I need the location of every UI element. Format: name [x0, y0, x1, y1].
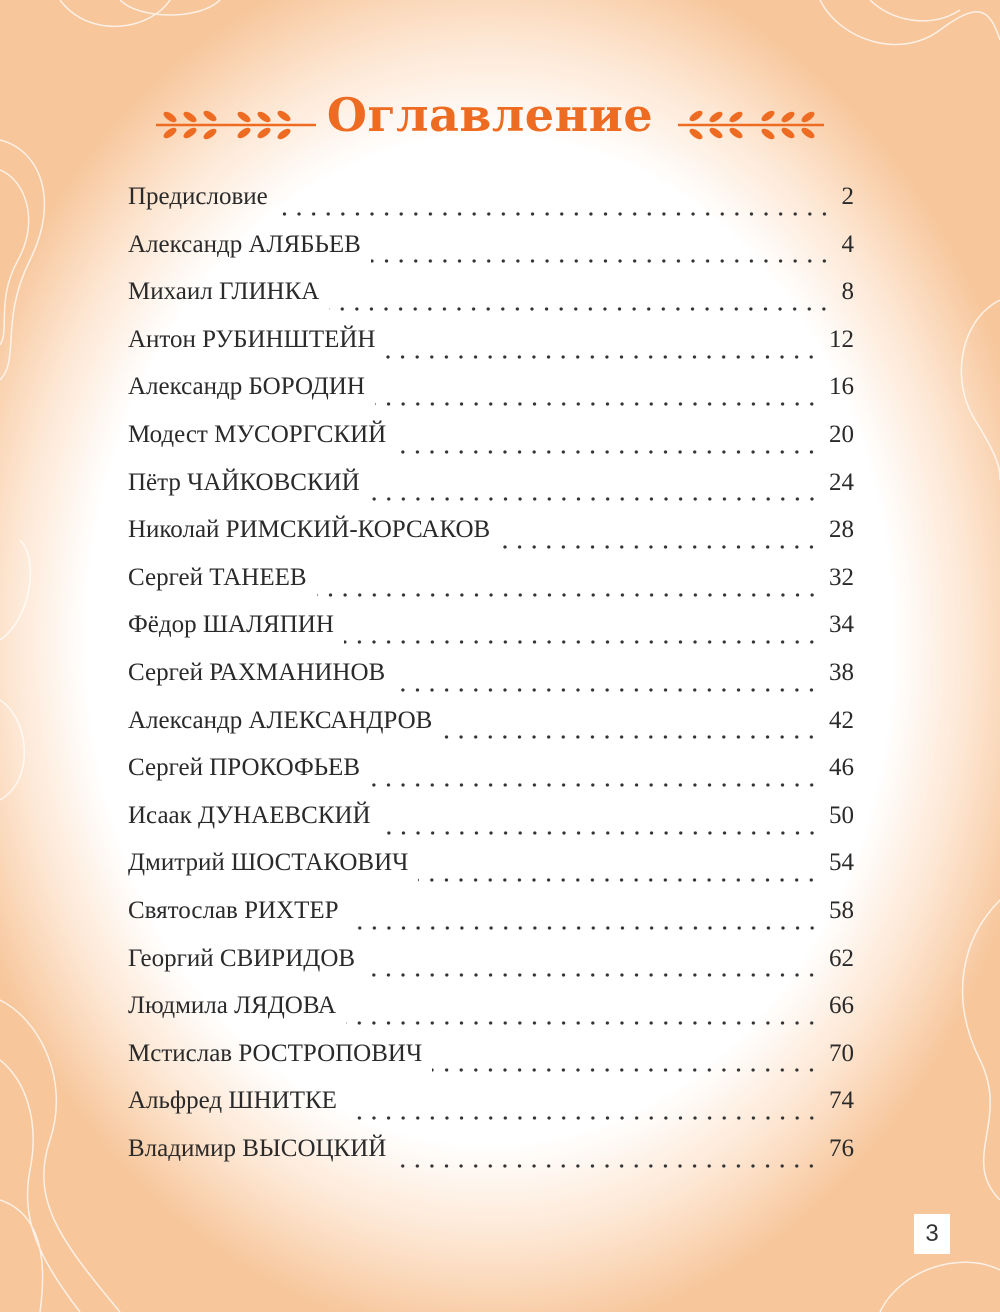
- dot-leader: [396, 450, 819, 454]
- table-of-contents: [128, 183, 854, 1182]
- toc-entry[interactable]: [128, 754, 854, 802]
- toc-entry-title: Александр АЛЯБЬЕВ: [128, 230, 361, 258]
- toc-entry-page: 32: [829, 563, 854, 591]
- toc-entry-title: Александр БОРОДИН: [128, 373, 365, 401]
- toc-entry-page: 46: [829, 754, 854, 782]
- dot-leader: [347, 1116, 819, 1120]
- toc-entry-title: Исаак ДУНАЕВСКИЙ: [128, 801, 371, 829]
- toc-entry-page: 76: [829, 1134, 854, 1162]
- dot-leader: [371, 259, 832, 263]
- toc-entry-title: Владимир ВЫСОЦКИЙ: [128, 1134, 387, 1162]
- toc-entry[interactable]: [128, 1135, 854, 1183]
- toc-entry[interactable]: [128, 1040, 854, 1088]
- toc-entry-page: 28: [829, 516, 854, 544]
- toc-entry[interactable]: [128, 945, 854, 993]
- dot-leader: [329, 307, 831, 311]
- toc-entry-title: Дмитрий ШОСТАКОВИЧ: [128, 849, 409, 877]
- toc-entry[interactable]: [128, 897, 854, 945]
- toc-entry-page: 50: [829, 801, 854, 829]
- toc-entry-title: Георгий СВИРИДОВ: [128, 944, 356, 972]
- toc-entry[interactable]: [128, 659, 854, 707]
- dot-leader: [346, 1021, 819, 1025]
- dot-leader: [500, 545, 819, 549]
- dot-leader: [442, 735, 819, 739]
- toc-entry-title: Фёдор ШАЛЯПИН: [128, 611, 334, 639]
- dot-leader: [385, 355, 819, 359]
- dot-leader: [432, 1068, 819, 1072]
- dot-leader: [365, 973, 819, 977]
- dot-leader: [317, 593, 819, 597]
- toc-entry[interactable]: [128, 564, 854, 612]
- toc-entry-page: 54: [829, 849, 854, 877]
- dot-leader: [418, 878, 819, 882]
- toc-entry-page: 8: [841, 278, 854, 306]
- toc-entry-title: Пётр ЧАЙКОВСКИЙ: [128, 468, 360, 496]
- dot-leader: [278, 212, 832, 216]
- dot-leader: [370, 497, 819, 501]
- toc-entry-page: 74: [829, 1087, 854, 1115]
- toc-entry[interactable]: [128, 611, 854, 659]
- toc-entry-page: 58: [829, 896, 854, 924]
- toc-entry-title: Антон РУБИНШТЕЙН: [128, 325, 376, 353]
- toc-entry-title: Николай РИМСКИЙ-КОРСАКОВ: [128, 516, 491, 544]
- toc-entry-page: 66: [829, 992, 854, 1020]
- toc-entry-title: Сергей ПРОКОФЬЕВ: [128, 754, 361, 782]
- toc-entry[interactable]: [128, 1087, 854, 1135]
- dot-leader: [349, 926, 819, 930]
- toc-entry-title: Святослав РИХТЕР: [128, 896, 339, 924]
- toc-entry[interactable]: [128, 373, 854, 421]
- toc-entry-title: Сергей ТАНЕЕВ: [128, 563, 307, 591]
- toc-entry[interactable]: [128, 707, 854, 755]
- title-row: [0, 88, 1000, 168]
- toc-entry-title: Александр АЛЕКСАНДРОВ: [128, 706, 433, 734]
- dot-leader: [396, 1164, 819, 1168]
- toc-entry-page: 4: [841, 230, 854, 258]
- toc-entry-page: 38: [829, 658, 854, 686]
- page-title: Оглавление: [326, 88, 654, 142]
- toc-entry-title: Предисловие: [128, 183, 268, 210]
- toc-entry-page: 34: [829, 611, 854, 639]
- toc-entry[interactable]: [128, 231, 854, 279]
- toc-entry-title: Альфред ШНИТКЕ: [128, 1087, 337, 1115]
- toc-entry-title: Мстислав РОСТРОПОВИЧ: [128, 1039, 423, 1067]
- toc-entry-page: 42: [829, 706, 854, 734]
- toc-entry-page: 70: [829, 1039, 854, 1067]
- toc-entry-page: 12: [829, 325, 854, 353]
- toc-entry-title: Сергей РАХМАНИНОВ: [128, 658, 386, 686]
- toc-entry-page: 2: [841, 183, 854, 210]
- dot-leader: [375, 402, 819, 406]
- page-number: 3: [914, 1214, 950, 1254]
- right-laurel-ornament-icon: [678, 108, 824, 142]
- toc-entry-title: Михаил ГЛИНКА: [128, 278, 320, 306]
- dot-leader: [344, 640, 819, 644]
- dot-leader: [395, 688, 819, 692]
- toc-entry[interactable]: [128, 802, 854, 850]
- dot-leader: [370, 783, 819, 787]
- toc-entry-title: Модест МУСОРГСКИЙ: [128, 420, 387, 448]
- toc-entry[interactable]: [128, 469, 854, 517]
- toc-entry[interactable]: [128, 278, 854, 326]
- toc-entry[interactable]: [128, 516, 854, 564]
- toc-entry[interactable]: [128, 992, 854, 1040]
- toc-entry[interactable]: [128, 326, 854, 374]
- toc-entry-page: 20: [829, 420, 854, 448]
- toc-entry-page: 24: [829, 468, 854, 496]
- toc-entry-page: 62: [829, 944, 854, 972]
- toc-entry[interactable]: [128, 183, 854, 231]
- toc-entry-page: 16: [829, 373, 854, 401]
- dot-leader: [381, 831, 819, 835]
- toc-entry[interactable]: [128, 849, 854, 897]
- toc-entry[interactable]: [128, 421, 854, 469]
- toc-entry-title: Людмила ЛЯДОВА: [128, 992, 336, 1020]
